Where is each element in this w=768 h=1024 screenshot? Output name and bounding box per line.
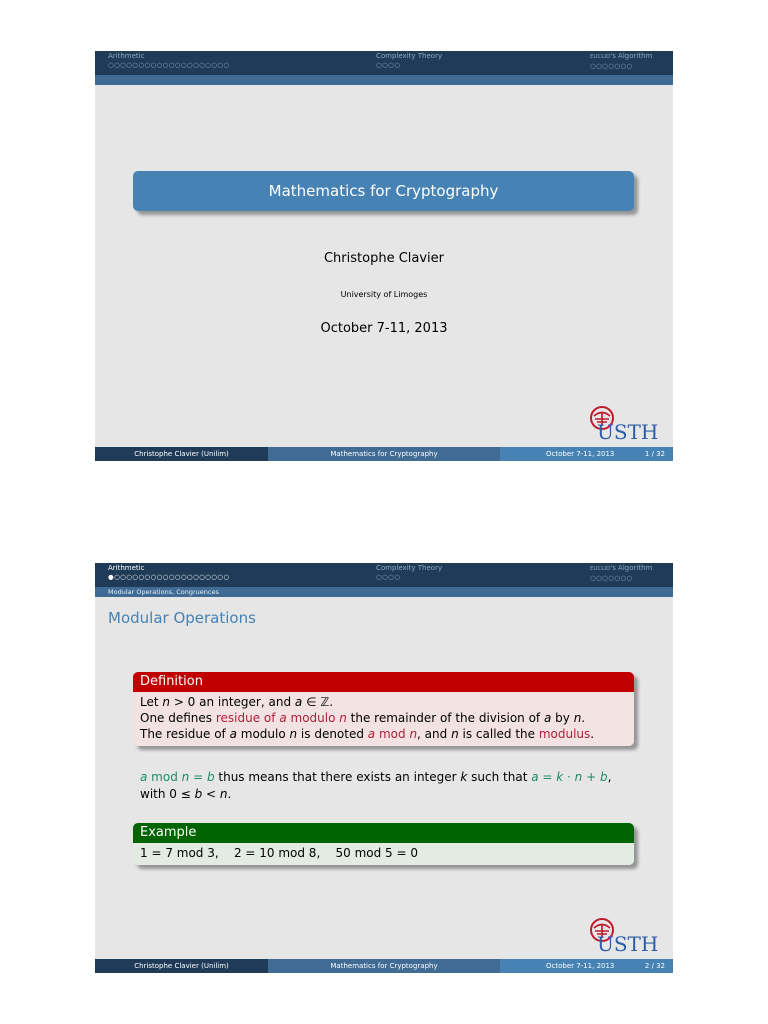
nav-section-arithmetic[interactable] (108, 564, 229, 582)
nav-section-title (590, 52, 652, 62)
definition-line-1: Let n > 0 an integer, and a ∈ ℤ. (140, 695, 334, 709)
nav-section-dots[interactable]: ○○○○○○○○○○○○○○○○○○○○ (108, 61, 230, 69)
nav-section-dots[interactable]: ○○○○○○○ (590, 62, 633, 70)
definition-title: Definition (133, 672, 634, 692)
nav-section-euclid[interactable] (590, 52, 652, 71)
nav-section-complexity[interactable] (376, 52, 442, 70)
footer-date-page (500, 447, 673, 461)
definition-line-3: The residue of a modulo n is denoted a mod n, and n is called the modulus. (140, 727, 595, 741)
footer-author: Christophe Clavier (Unilim) (95, 447, 268, 461)
definition-body (133, 692, 634, 746)
nav-subsection-band (95, 587, 673, 597)
nav-section-title: Complexity Theory (376, 52, 443, 60)
nav-section-title (590, 564, 652, 574)
slide-2 (95, 563, 673, 973)
example-body: 1 = 7 mod 3, 2 = 10 mod 8, 50 mod 5 = 0 (133, 843, 634, 865)
example-title: Example (133, 823, 634, 843)
subsection-title[interactable]: Modular Operations, Congruences (108, 588, 219, 596)
nav-section-complexity[interactable] (376, 564, 442, 582)
explanation-text (140, 769, 640, 803)
presentation-title: Mathematics for Cryptography (133, 171, 634, 211)
nav-section-title: Arithmetic (108, 564, 145, 572)
logo-text: USTH (597, 420, 659, 441)
usth-logo-icon (585, 405, 665, 441)
explanation-line-1: a mod n = b thus means that there exists an integer k such that a = k · n + b, (140, 770, 612, 784)
footer (95, 447, 673, 461)
presentation-date: October 7-11, 2013 (320, 321, 448, 336)
nav-title-smallcaps: EUCLID (590, 54, 611, 60)
nav-title-rest: 's Algorithm (610, 564, 653, 572)
footer-page-number: 1 / 32 (644, 450, 665, 458)
institute: University of Limoges (340, 290, 428, 299)
footer-title: Mathematics for Cryptography (268, 959, 500, 973)
nav-section-dots[interactable]: ●○○○○○○○○○○○○○○○○○○○ (108, 573, 230, 581)
author-name: Christophe Clavier (323, 251, 445, 266)
footer-page-number: 2 / 32 (644, 962, 665, 970)
logo-text: USTH (597, 932, 659, 953)
slide-1 (95, 51, 673, 461)
footer-date-page (500, 959, 673, 973)
definition-block (133, 672, 634, 746)
nav-section-euclid[interactable] (590, 564, 652, 583)
nav-title-smallcaps: EUCLID (590, 566, 611, 572)
explanation-line-2: with 0 ≤ b < n. (140, 787, 232, 801)
nav-section-dots[interactable]: ○○○○ (376, 61, 401, 69)
frame-title: Modular Operations (108, 609, 256, 627)
definition-line-2: One defines residue of a modulo n the remainder of the division of a by n. (140, 711, 586, 725)
footer-author: Christophe Clavier (Unilim) (95, 959, 268, 973)
usth-logo-icon (585, 917, 665, 953)
footer (95, 959, 673, 973)
footer-date: October 7-11, 2013 (546, 962, 615, 970)
footer-title: Mathematics for Cryptography (268, 447, 500, 461)
nav-section-arithmetic[interactable] (108, 52, 229, 70)
nav-section-dots[interactable]: ○○○○○○○ (590, 574, 633, 582)
section-navigation (95, 51, 673, 75)
nav-section-title: Arithmetic (108, 52, 145, 60)
nav-section-dots[interactable]: ○○○○ (376, 573, 401, 581)
section-navigation (95, 563, 673, 587)
nav-title-rest: 's Algorithm (610, 52, 653, 60)
example-block (133, 823, 634, 865)
nav-subsection-band (95, 75, 673, 85)
nav-section-title: Complexity Theory (376, 564, 443, 572)
footer-date: October 7-11, 2013 (546, 450, 615, 458)
